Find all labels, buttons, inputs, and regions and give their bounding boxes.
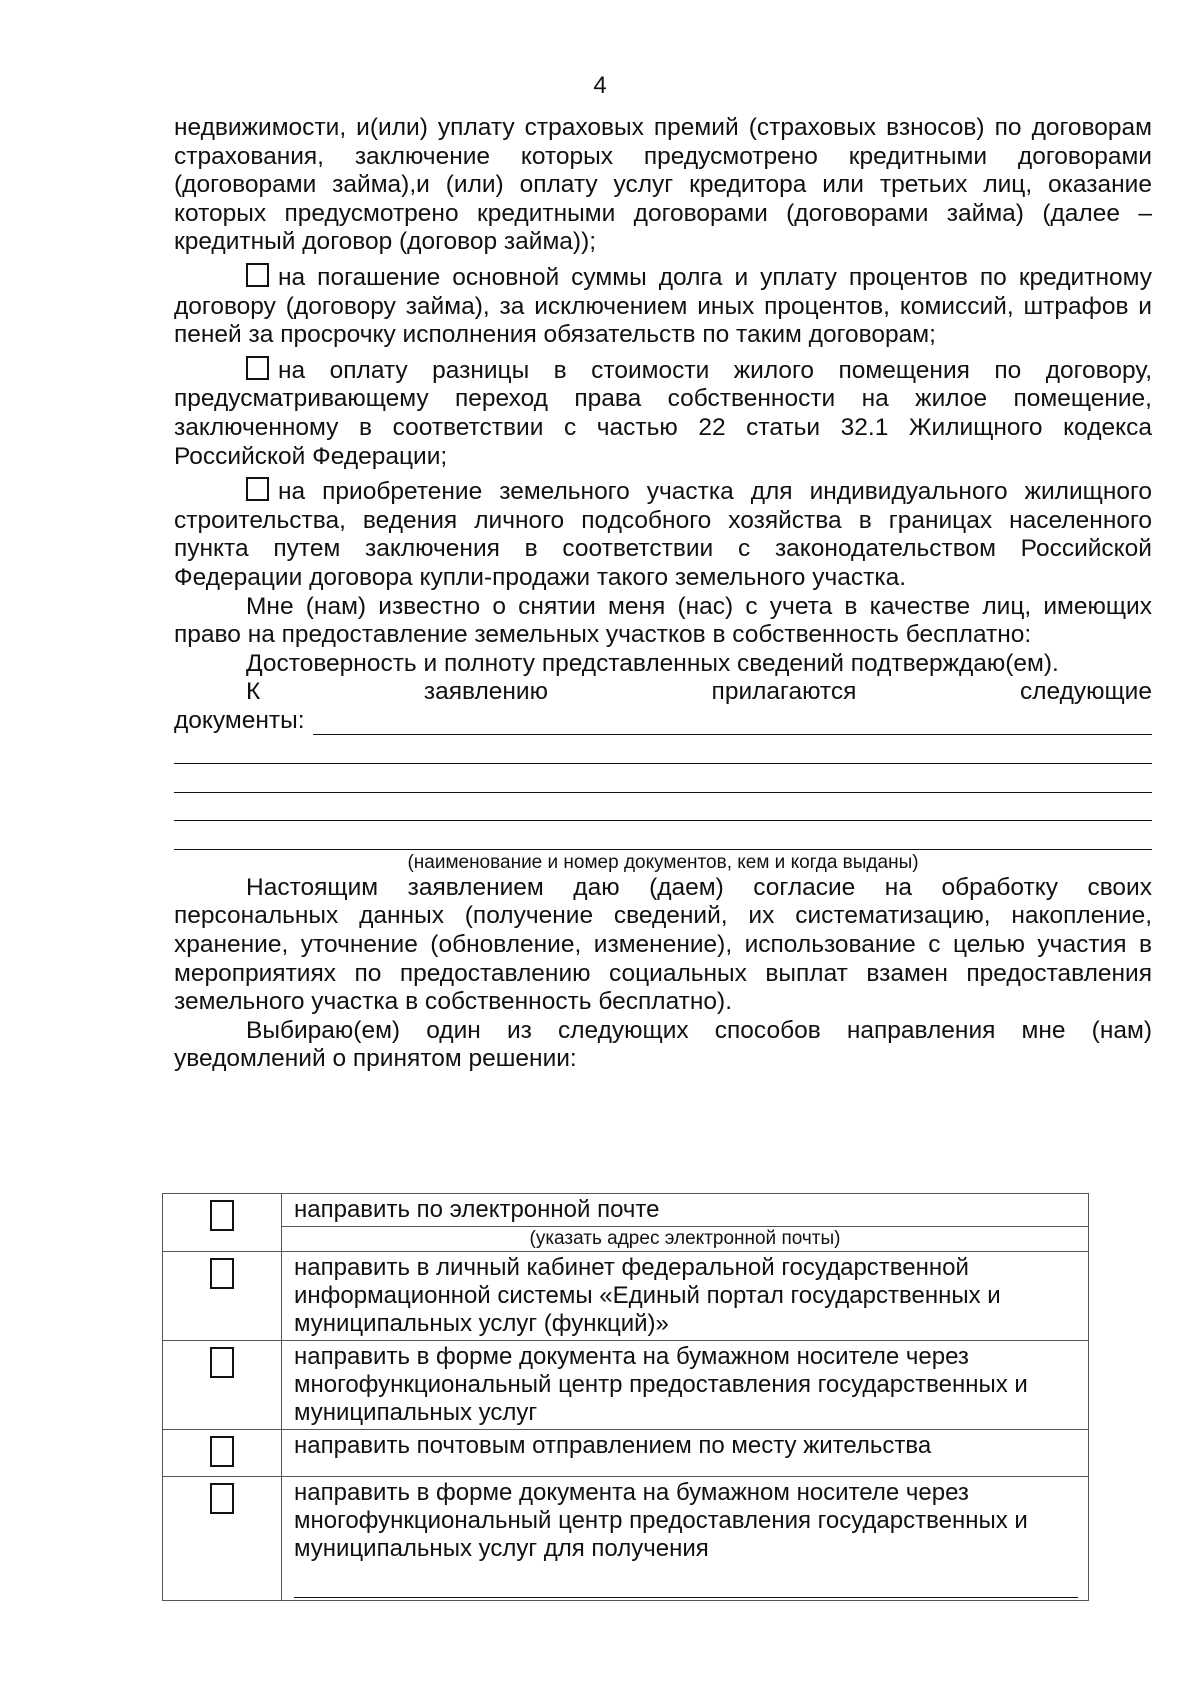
checkbox-cell[interactable] — [163, 1194, 282, 1252]
documents-label: документы: — [174, 706, 305, 734]
documents-blank-line[interactable] — [174, 735, 1152, 764]
method-mfc-paper: направить в форме документа на бумажном носителе через многофункциональный центр предоставления государственных и муниципальных услуг — [282, 1341, 1089, 1430]
table-row — [163, 1430, 1089, 1477]
mfc-name-blank-line[interactable] — [294, 1585, 1078, 1598]
email-address-hint: (указать адрес электронной почты) — [282, 1227, 1089, 1252]
checkbox[interactable] — [246, 263, 269, 287]
option-housing-difference — [174, 356, 1152, 471]
table-row — [163, 1227, 1089, 1252]
notification-method-table — [162, 1193, 1089, 1601]
option-housing-difference-text: на оплату разницы в стоимости жилого помещения по договору, предусматривающему переход права собственности на жилое помещение, заключенному в соответствии с частью 22 статьи 32.1 Жилищного кодекса Российской Федерации; — [174, 356, 1152, 470]
table-row — [163, 1194, 1089, 1227]
method-mfc-pickup: направить в форме документа на бумажном носителе через многофункциональный центр предоставления государственных и муниципальных услуг для получения — [294, 1479, 1028, 1562]
checkbox-cell[interactable] — [163, 1341, 282, 1430]
checkbox[interactable] — [210, 1483, 234, 1514]
paragraph-removal-notice: Мне (нам) известно о снятии меня (нас) с учета в качестве лиц, имеющих право на предоставление земельных участков в собственность бесплатно: — [174, 592, 1152, 649]
checkbox[interactable] — [246, 356, 269, 380]
page-number: 4 — [593, 72, 607, 99]
checkbox-cell[interactable] — [163, 1477, 282, 1601]
method-mfc-pickup-cell — [282, 1477, 1089, 1601]
checkbox-cell[interactable] — [163, 1252, 282, 1341]
option-loan-repayment — [174, 263, 1152, 350]
paragraph-choose-method: Выбираю(ем) один из следующих способов направления мне (нам) уведомлений о принятом решении: — [174, 1016, 1152, 1073]
method-email: направить по электронной почте — [282, 1194, 1089, 1227]
paragraph-attached-docs: К заявлению прилагаются следующие — [246, 678, 1152, 706]
method-gosuslugi: направить в личный кабинет федеральной государственной информационной системы «Единый портал государственных и муниципальных услуг (функций)» — [282, 1252, 1089, 1341]
documents-blank-line[interactable] — [174, 821, 1152, 850]
table-row — [163, 1252, 1089, 1341]
paragraph-confirmation: Достоверность и полноту представленных сведений подтверждаю(ем). — [246, 649, 1059, 677]
document-body — [174, 114, 1152, 1074]
documents-blank-line[interactable] — [174, 764, 1152, 793]
checkbox[interactable] — [246, 477, 269, 501]
paragraph-property-insurance: недвижимости, и(или) уплату страховых премий (страховых взносов) по договорам страхования, заключение которых предусмотрено кредитными договорами (договорами займа),и (или) оплату услуг кредитора или третьих лиц, оказание которых предусмотрено кредитными договорами (договорами займа) (далее – кредитный договор (договор займа)); — [174, 114, 1152, 256]
checkbox-cell[interactable] — [163, 1430, 282, 1477]
table-row — [163, 1477, 1089, 1601]
checkbox[interactable] — [210, 1347, 234, 1378]
option-loan-repayment-text: на погашение основной суммы долга и уплату процентов по кредитному договору (договору займа), за исключением иных процентов, комиссий, штрафов и пеней за просрочку исполнения обязательств по таким договорам; — [174, 263, 1152, 349]
option-land-purchase-text: на приобретение земельного участка для индивидуального жилищного строительства, ведения личного подсобного хозяйства в границах населенного пункта путем заключения в соответствии с законодательством Российской Федерации договора купли-продажи такого земельного участка. — [174, 478, 1152, 591]
option-land-purchase — [174, 477, 1152, 592]
method-post: направить почтовым отправлением по месту жительства — [282, 1430, 1089, 1477]
documents-caption: (наименование и номер документов, кем и когда выданы) — [407, 851, 919, 873]
table-row — [163, 1341, 1089, 1430]
paragraph-consent: Настоящим заявлением даю (даем) согласие на обработку своих персональных данных (получение сведений, их систематизацию, накопление, хранение, уточнение (обновление, изменение), использование с целью участия в мероприятиях по предоставлению социальных выплат взамен предоставления земельного участка в собственность бесплатно). — [174, 873, 1152, 1016]
documents-blank-line[interactable] — [313, 712, 1152, 735]
checkbox[interactable] — [210, 1258, 234, 1289]
checkbox[interactable] — [210, 1436, 234, 1467]
documents-blank-line[interactable] — [174, 793, 1152, 822]
documents-field[interactable] — [174, 707, 1152, 736]
checkbox[interactable] — [210, 1200, 234, 1231]
